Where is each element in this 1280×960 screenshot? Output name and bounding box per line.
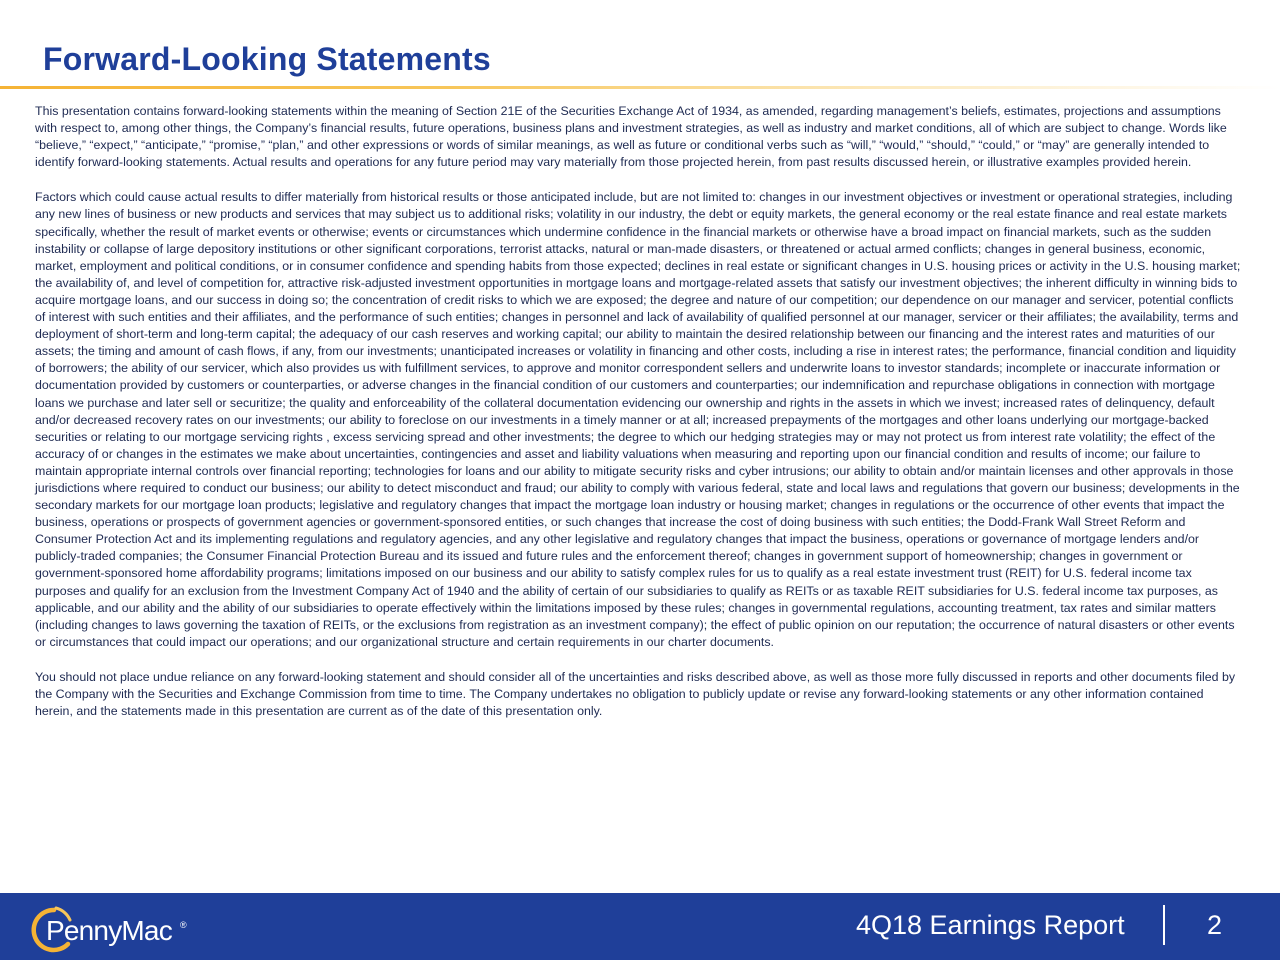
registered-mark: ®: [180, 920, 187, 930]
paragraph-intro: This presentation contains forward-looking statements within the meaning of Section 21E of the Securities Exchange Act of 1934, as amended, regarding management’s beliefs, estimates, projections and assumptions with respect to, among other things, the Company’s financial results, future operations, business plans and investment strategies, as well as industry and market conditions, all of which are subject to change. Words like “believe,” “expect,” “anticipate,” “promise,” “plan,” and other expressions or words of similar meanings, as well as future or conditional verbs such as “will,” “would,” “should,” “could,” or “may” are generally intended to identify forward-looking statements. Actual results and operations for any future period may vary materially from those projected herein, from past results discussed herein, or illustrative examples provided herein.: [35, 104, 1227, 170]
page-number: 2: [1207, 910, 1223, 940]
paragraph-factors: Factors which could cause actual results to differ materially from historical results or those anticipated include, but are not limited to: changes in our investment objectives or investment or operational strategies, including any new lines of business or new products and services that may subject us to additional risks; volatility in our industry, the debt or equity markets, the general economy or the real estate finance and real estate markets specifically, whether the result of market events or otherwise; events or circumstances which undermine confidence in the financial markets or otherwise have a broad impact on financial markets, such as the sudden instability or collapse of large depository institutions or other significant corporations, terrorist attacks, natural or man-made disasters, or threatened or actual armed conflicts; changes in general business, economic, market, employment and political conditions, or in consumer confidence and spending habits from those expected; declines in real estate or significant changes in U.S. housing prices or activity in the U.S. housing market; the availability of, and level of competition for, attractive risk-adjusted investment opportunities in mortgage loans and mortgage-related assets that satisfy our investment objectives; the inherent difficulty in winning bids to acquire mortgage loans, and our success in doing so; the concentration of credit risks to which we are exposed; the degree and nature of our competition; our dependence on our manager and servicer, potential conflicts of interest with such entities and their affiliates, and the performance of such entities; changes in personnel and lack of availability of qualified personnel at our manager, servicer or their affiliates; the availability, terms and deployment of short-term and long-term capital; the adequacy of our cash reserves and working capital; our ability to maintain the desired relationship between our financing and the interest rates and maturities of our assets; the timing and amount of cash flows, if any, from our investments; unanticipated increases or volatility in financing and other costs, including a rise in interest rates; the performance, financial condition and liquidity of borrowers; the ability of our servicer, which also provides us with fulfillment services, to approve and monitor correspondent sellers and underwrite loans to investor standards; incomplete or inaccurate information or documentation provided by customers or counterparties, or adverse changes in the financial condition of our customers and counterparties; our indemnification and repurchase obligations in connection with mortgage loans we purchase and later sell or securitize; the quality and enforceability of the collateral documentation evidencing our ownership and rights in the assets in which we invest; increased rates of delinquency, default and/or decreased recovery rates on our investments; our ability to foreclose on our investments in a timely manner or at all; increased prepayments of the mortgages and other loans underlying our mortgage-backed securities or relating to our mortgage servicing rights , excess servicing spread and other investments; the degree to which our hedging strategies may or may not protect us from interest rate volatility; the effect of the accuracy of or changes in the estimates we make about uncertainties, contingencies and asset and liability valuations when measuring and reporting upon our financial condition and results of income; our failure to maintain appropriate internal controls over financial reporting; technologies for loans and our ability to mitigate security risks and cyber intrusions; our ability to obtain and/or maintain licenses and other approvals in those jurisdictions where required to conduct our business; our ability to detect misconduct and fraud; our ability to comply with various federal, state and local laws and regulations that govern our business; developments in the secondary markets for our mortgage loan products; legislative and regulatory changes that impact the mortgage loan industry or housing market; changes in regulations or the occurrence of other events that impact the business, operations or prospects of government agencies or government-sponsored entities, or such changes that increase the cost of doing business with such entities; the Dodd-Frank Wall Street Reform and Consumer Protection Act and its implementing regulations and regulatory agencies, and any other legislative and regulatory changes that impact the business, operations or governance of mortgage lenders and/or publicly-traded companies; the Consumer Financial Protection Bureau and its issued and future rules and the enforcement thereof; changes in government support of homeownership; changes in government or government-sponsored home affordability programs; limitations imposed on our business and our ability to satisfy complex rules for us to qualify as a real estate investment trust (REIT) for U.S. federal income tax purposes and qualify for an exclusion from the Investment Company Act of 1940 and the ability of certain of our subsidiaries to qualify as REITs or as taxable REIT subsidiaries for U.S. federal income tax purposes, as applicable, and our ability and the ability of our subsidiaries to operate effectively within the limitations imposed by these rules; changes in governmental regulations, accounting treatment, tax rates and similar matters (including changes to laws governing the taxation of REITs, or the exclusions from registration as an investment company); the effect of public opinion on our reputation; the occurrence of natural disasters or other events or circumstances that could impact our operations; and our organizational structure and certain requirements in our charter documents.: [35, 190, 1241, 649]
body-text: [35, 103, 1243, 738]
report-label: 4Q18 Earnings Report: [856, 910, 1125, 940]
title-underline: [0, 86, 1280, 89]
logo-wordmark: PennyMac: [46, 915, 172, 946]
page-title: Forward-Looking Statements: [43, 41, 491, 77]
footer-divider: [1163, 905, 1165, 945]
paragraph-reliance: You should not place undue reliance on any forward-looking statement and should consider all of the uncertainties and risks described above, as well as those more fully discussed in reports and other documents filed by the Company with the Securities and Exchange Commission from time to time. The Company undertakes no obligation to publicly update or revise any forward-looking statements or any other information contained herein, and the statements made in this presentation are current as of the date of this presentation only.: [35, 669, 1236, 719]
